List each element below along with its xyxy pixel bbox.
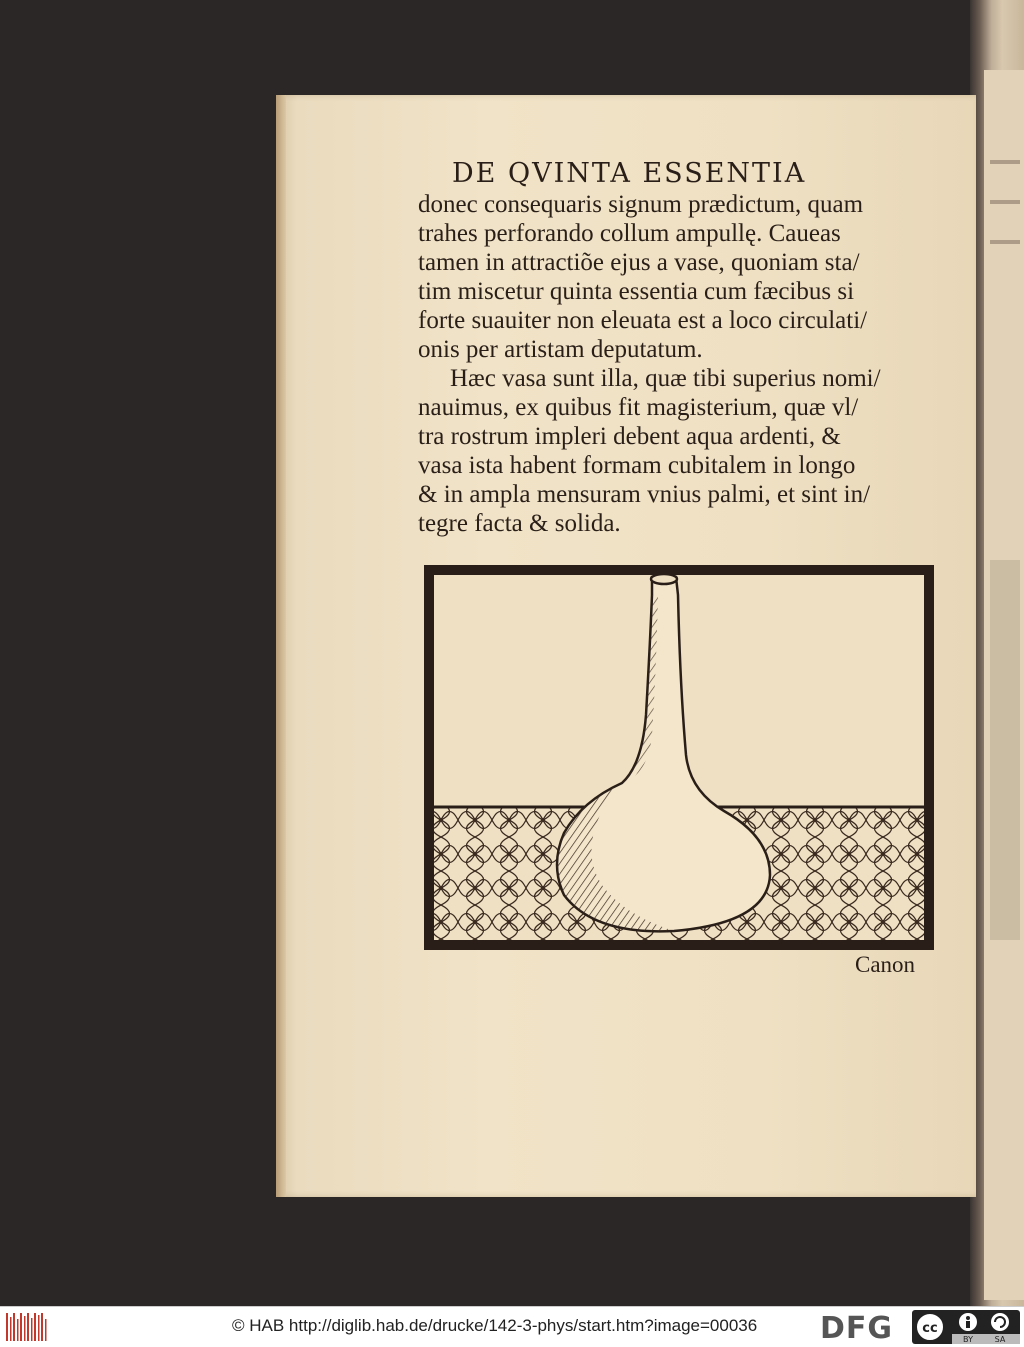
catchword: Canon bbox=[855, 952, 916, 977]
woodcut-illustration bbox=[424, 565, 934, 950]
barcode-icon bbox=[6, 1313, 50, 1341]
body-text bbox=[418, 190, 918, 538]
running-head: DE QVINTA ESSENTIA bbox=[452, 158, 807, 189]
text-line: onis per artistam deputatum. bbox=[418, 336, 703, 363]
adjacent-page-text-mark bbox=[990, 200, 1020, 204]
adjacent-page-strip bbox=[970, 0, 1024, 1306]
text-line: tra rostrum impleri debent aqua ardenti, & bbox=[418, 423, 841, 450]
share-alike-icon bbox=[991, 1313, 1009, 1331]
adjacent-page-figure bbox=[990, 560, 1020, 940]
copyright-link[interactable]: © HAB http://diglib.hab.de/drucke/142-3-phys/start.htm?image=00036 bbox=[232, 1316, 758, 1335]
adjacent-page-text-mark bbox=[990, 160, 1020, 164]
svg-text:cc: cc bbox=[922, 1321, 938, 1336]
text-line: trahes perforando collum ampullę. Caueas bbox=[418, 220, 841, 247]
page-edge bbox=[276, 95, 286, 1197]
text-line: & in ampla mensuram vnius palmi, et sint in/ bbox=[418, 481, 871, 508]
dfg-logo: DFG bbox=[820, 1311, 894, 1346]
text-line: tegre facta & solida. bbox=[418, 510, 621, 537]
footer-bar bbox=[0, 1306, 1024, 1347]
text-line: tamen in attractiõe ejus a vase, quoniam sta/ bbox=[418, 249, 860, 276]
svg-text:SA: SA bbox=[994, 1335, 1006, 1344]
cc-license-badge[interactable] bbox=[912, 1310, 1020, 1344]
svg-text:BY: BY bbox=[963, 1335, 973, 1344]
adjacent-page-text-mark bbox=[990, 240, 1020, 244]
text-line: forte suauiter non eleuata est a loco circulati/ bbox=[418, 307, 868, 334]
text-line: nauimus, ex quibus fit magisterium, quæ vl/ bbox=[418, 394, 859, 421]
text-line: donec consequaris signum prædictum, quam bbox=[418, 191, 864, 218]
text-line: vasa ista habent formam cubitalem in longo bbox=[418, 452, 856, 479]
text-line: tim miscetur quinta essentia cum fæcibus si bbox=[418, 278, 855, 305]
text-line: Hæc vasa sunt illa, quæ tibi superius nomi/ bbox=[450, 365, 881, 392]
